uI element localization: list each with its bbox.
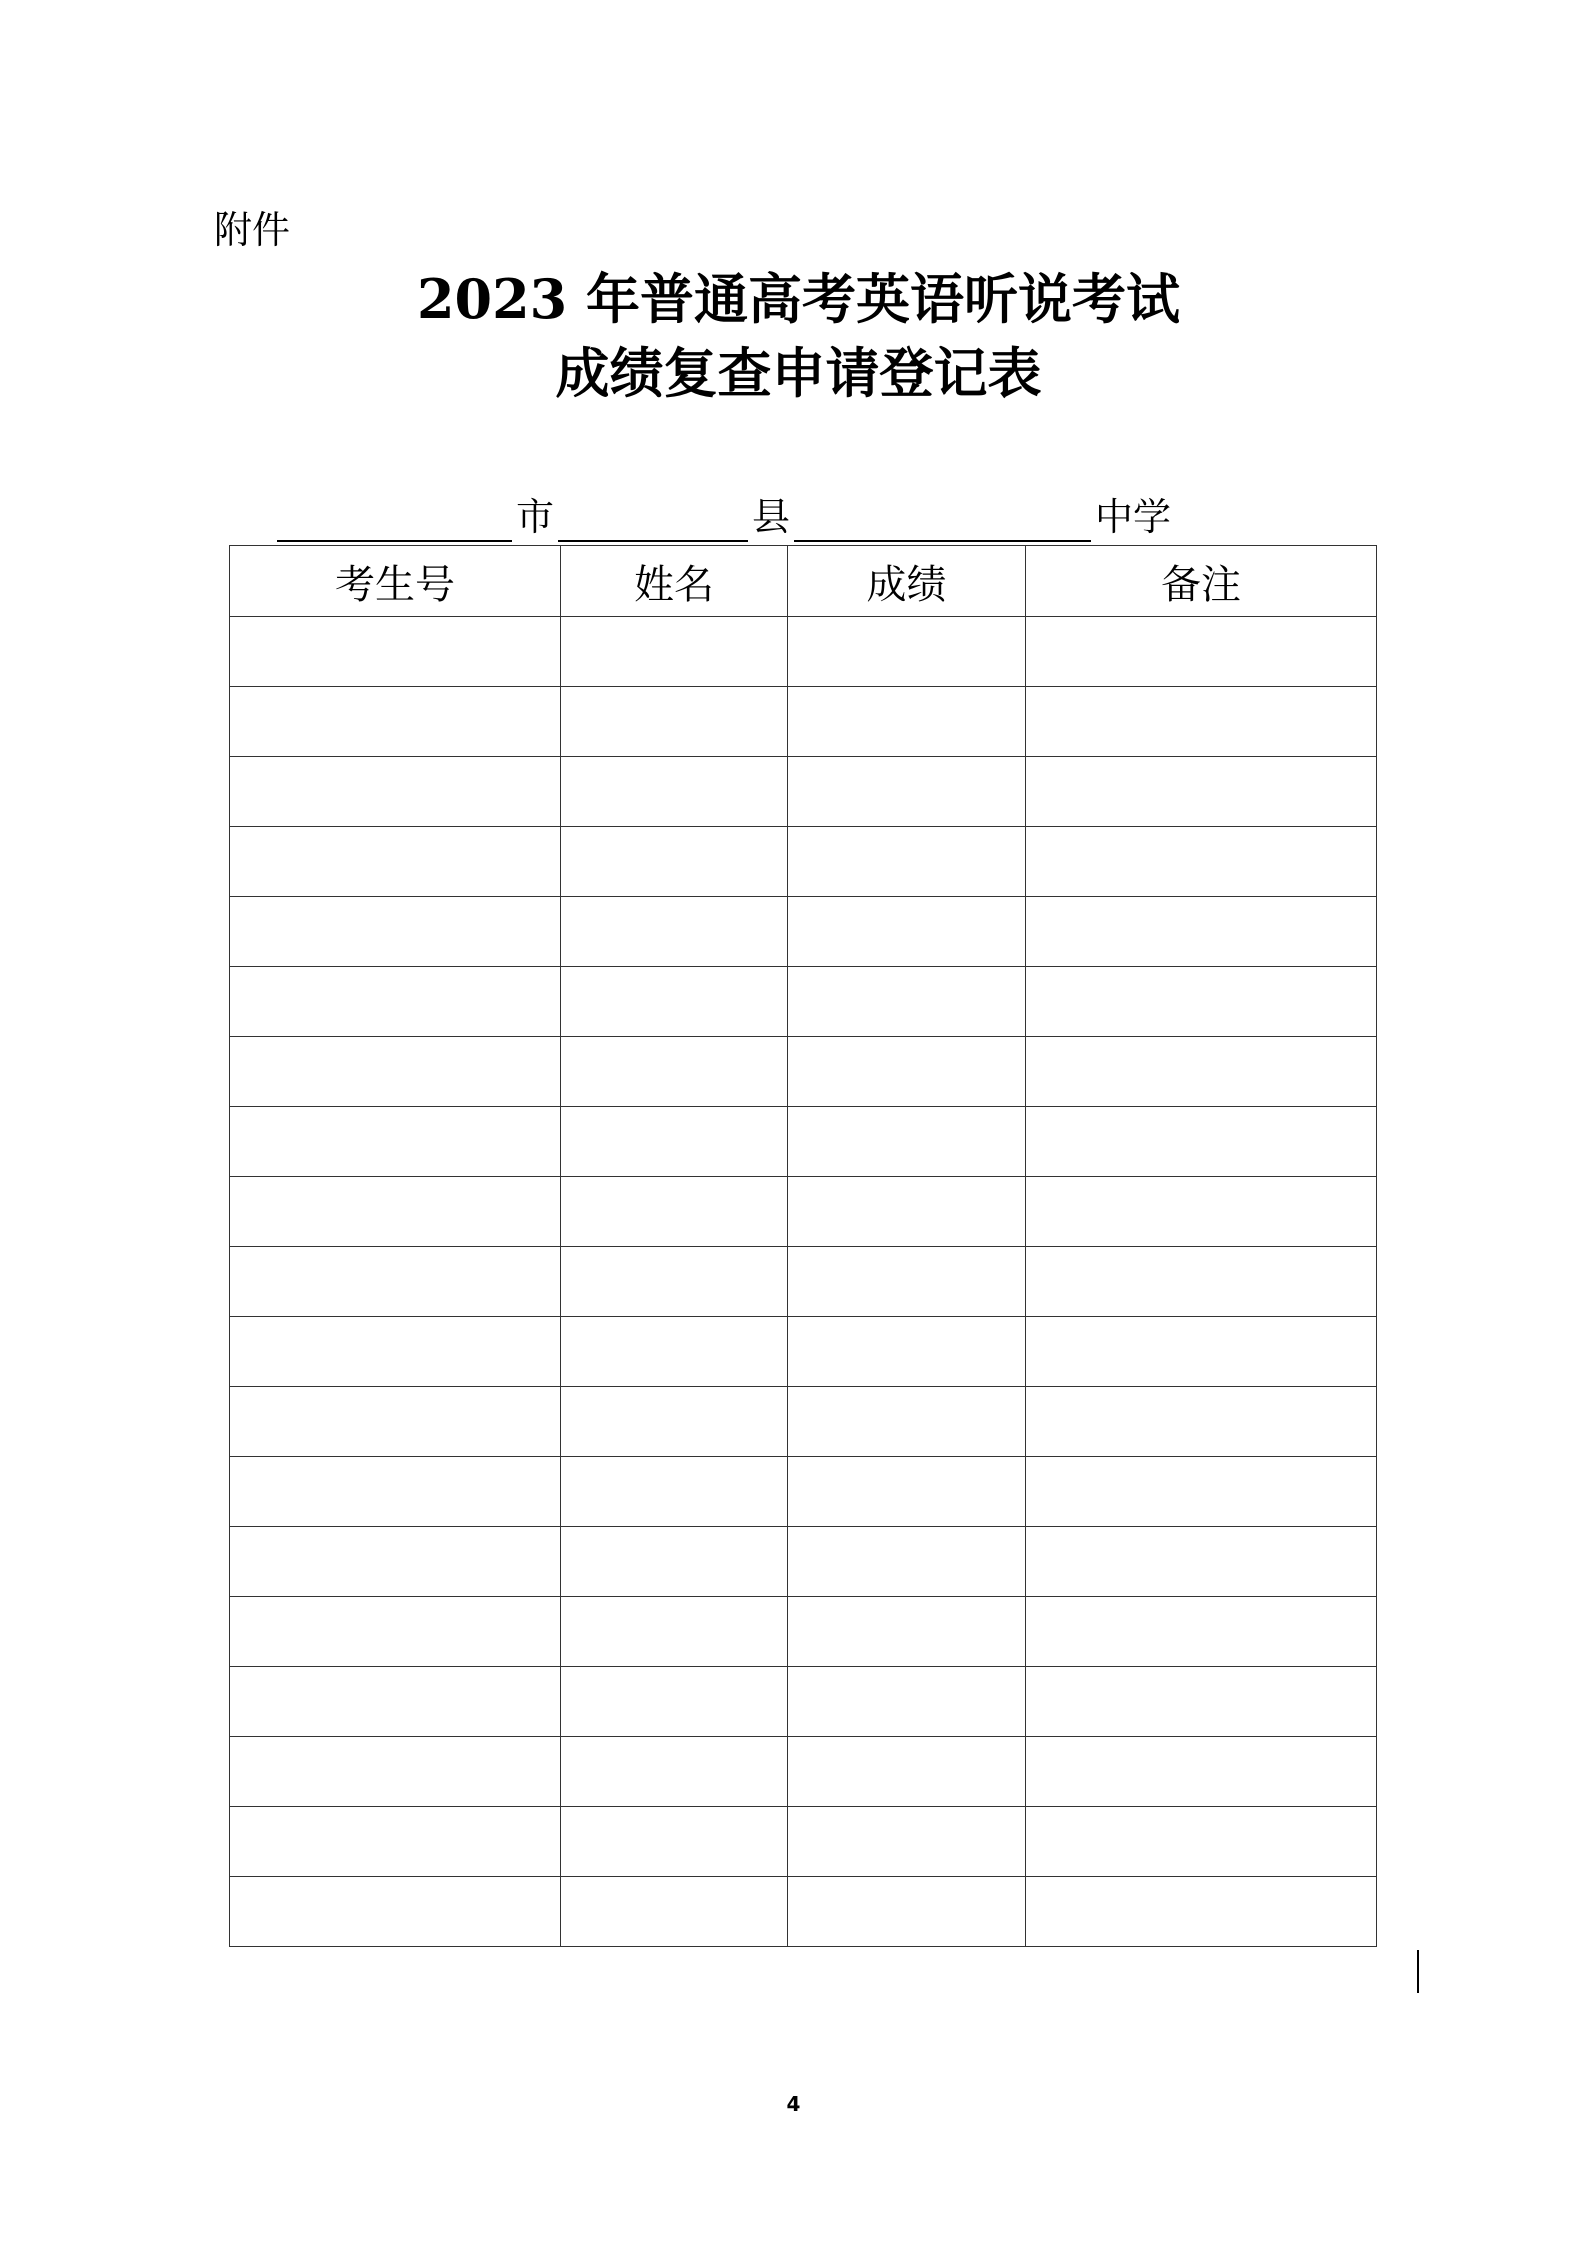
name-cell[interactable] bbox=[561, 967, 788, 1037]
score-cell[interactable] bbox=[788, 1387, 1026, 1457]
candidate-number-cell[interactable] bbox=[230, 1807, 561, 1877]
remarks-cell[interactable] bbox=[1026, 1807, 1377, 1877]
remarks-cell[interactable] bbox=[1026, 967, 1377, 1037]
candidate-number-cell[interactable] bbox=[230, 1177, 561, 1247]
name-cell[interactable] bbox=[561, 1737, 788, 1807]
candidate-number-cell[interactable] bbox=[230, 827, 561, 897]
table-row bbox=[230, 1247, 1377, 1317]
score-cell[interactable] bbox=[788, 967, 1026, 1037]
table-row bbox=[230, 1107, 1377, 1177]
name-cell[interactable] bbox=[561, 1597, 788, 1667]
school-info-line bbox=[277, 486, 1175, 542]
name-cell[interactable] bbox=[561, 827, 788, 897]
remarks-cell[interactable] bbox=[1026, 617, 1377, 687]
attachment-label: 附件 bbox=[214, 208, 291, 252]
remarks-cell[interactable] bbox=[1026, 757, 1377, 827]
city-blank[interactable] bbox=[277, 490, 512, 542]
name-cell[interactable] bbox=[561, 1107, 788, 1177]
score-cell[interactable] bbox=[788, 1037, 1026, 1107]
table-row bbox=[230, 1317, 1377, 1387]
score-cell[interactable] bbox=[788, 1177, 1026, 1247]
title-line-2: 成绩复查申请登记表 bbox=[555, 341, 1042, 405]
header-candidate-number: 考生号 bbox=[230, 546, 561, 617]
name-cell[interactable] bbox=[561, 1807, 788, 1877]
header-remarks: 备注 bbox=[1026, 546, 1377, 617]
name-cell[interactable] bbox=[561, 617, 788, 687]
table-row bbox=[230, 1667, 1377, 1737]
remarks-cell[interactable] bbox=[1026, 1597, 1377, 1667]
remarks-cell[interactable] bbox=[1026, 1247, 1377, 1317]
name-cell[interactable] bbox=[561, 1317, 788, 1387]
name-cell[interactable] bbox=[561, 757, 788, 827]
score-cell[interactable] bbox=[788, 687, 1026, 757]
name-cell[interactable] bbox=[561, 1247, 788, 1317]
page-number: 4 bbox=[786, 2092, 801, 2116]
table-header-row bbox=[230, 546, 1377, 617]
table-row bbox=[230, 1807, 1377, 1877]
score-cell[interactable] bbox=[788, 1457, 1026, 1527]
name-cell[interactable] bbox=[561, 1527, 788, 1597]
header-name: 姓名 bbox=[561, 546, 788, 617]
table-row bbox=[230, 617, 1377, 687]
score-cell[interactable] bbox=[788, 1807, 1026, 1877]
remarks-cell[interactable] bbox=[1026, 1457, 1377, 1527]
registration-table bbox=[229, 545, 1377, 1947]
remarks-cell[interactable] bbox=[1026, 1527, 1377, 1597]
score-cell[interactable] bbox=[788, 1877, 1026, 1947]
candidate-number-cell[interactable] bbox=[230, 967, 561, 1037]
remarks-cell[interactable] bbox=[1026, 1737, 1377, 1807]
score-cell[interactable] bbox=[788, 1527, 1026, 1597]
remarks-cell[interactable] bbox=[1026, 1387, 1377, 1457]
table-row bbox=[230, 1037, 1377, 1107]
name-cell[interactable] bbox=[561, 1037, 788, 1107]
remarks-cell[interactable] bbox=[1026, 827, 1377, 897]
candidate-number-cell[interactable] bbox=[230, 1247, 561, 1317]
candidate-number-cell[interactable] bbox=[230, 1527, 561, 1597]
name-cell[interactable] bbox=[561, 1667, 788, 1737]
candidate-number-cell[interactable] bbox=[230, 757, 561, 827]
margin-mark bbox=[1417, 1950, 1419, 1993]
name-cell[interactable] bbox=[561, 1877, 788, 1947]
remarks-cell[interactable] bbox=[1026, 1037, 1377, 1107]
candidate-number-cell[interactable] bbox=[230, 617, 561, 687]
score-cell[interactable] bbox=[788, 1247, 1026, 1317]
score-cell[interactable] bbox=[788, 1597, 1026, 1667]
name-cell[interactable] bbox=[561, 1457, 788, 1527]
county-blank[interactable] bbox=[558, 490, 748, 542]
remarks-cell[interactable] bbox=[1026, 1107, 1377, 1177]
score-cell[interactable] bbox=[788, 1317, 1026, 1387]
candidate-number-cell[interactable] bbox=[230, 1387, 561, 1457]
score-cell[interactable] bbox=[788, 897, 1026, 967]
table-row bbox=[230, 897, 1377, 967]
score-cell[interactable] bbox=[788, 827, 1026, 897]
document-title bbox=[0, 262, 1587, 410]
school-suffix: 中学 bbox=[1095, 495, 1172, 539]
candidate-number-cell[interactable] bbox=[230, 1667, 561, 1737]
candidate-number-cell[interactable] bbox=[230, 1317, 561, 1387]
name-cell[interactable] bbox=[561, 1387, 788, 1457]
table-row bbox=[230, 1457, 1377, 1527]
county-suffix: 县 bbox=[752, 495, 791, 539]
candidate-number-cell[interactable] bbox=[230, 1107, 561, 1177]
remarks-cell[interactable] bbox=[1026, 1177, 1377, 1247]
table-body bbox=[230, 617, 1377, 1947]
table-row bbox=[230, 1527, 1377, 1597]
score-cell[interactable] bbox=[788, 1107, 1026, 1177]
score-cell[interactable] bbox=[788, 757, 1026, 827]
candidate-number-cell[interactable] bbox=[230, 1597, 561, 1667]
remarks-cell[interactable] bbox=[1026, 897, 1377, 967]
name-cell[interactable] bbox=[561, 1177, 788, 1247]
school-blank[interactable] bbox=[794, 490, 1091, 542]
candidate-number-cell[interactable] bbox=[230, 1037, 561, 1107]
candidate-number-cell[interactable] bbox=[230, 1877, 561, 1947]
candidate-number-cell[interactable] bbox=[230, 897, 561, 967]
table-row bbox=[230, 1597, 1377, 1667]
score-cell[interactable] bbox=[788, 1667, 1026, 1737]
remarks-cell[interactable] bbox=[1026, 687, 1377, 757]
table-row bbox=[230, 1737, 1377, 1807]
remarks-cell[interactable] bbox=[1026, 1667, 1377, 1737]
table-row bbox=[230, 757, 1377, 827]
name-cell[interactable] bbox=[561, 687, 788, 757]
score-cell[interactable] bbox=[788, 617, 1026, 687]
score-cell[interactable] bbox=[788, 1737, 1026, 1807]
title-line-1: 2023 年普通高考英语听说考试 bbox=[416, 267, 1181, 331]
table-row bbox=[230, 687, 1377, 757]
remarks-cell[interactable] bbox=[1026, 1317, 1377, 1387]
table-row bbox=[230, 827, 1377, 897]
table-row bbox=[230, 967, 1377, 1037]
remarks-cell[interactable] bbox=[1026, 1877, 1377, 1947]
header-score: 成绩 bbox=[788, 546, 1026, 617]
table-row bbox=[230, 1877, 1377, 1947]
table-row bbox=[230, 1177, 1377, 1247]
table-row bbox=[230, 1387, 1377, 1457]
name-cell[interactable] bbox=[561, 897, 788, 967]
candidate-number-cell[interactable] bbox=[230, 687, 561, 757]
candidate-number-cell[interactable] bbox=[230, 1737, 561, 1807]
candidate-number-cell[interactable] bbox=[230, 1457, 561, 1527]
city-suffix: 市 bbox=[516, 495, 555, 539]
